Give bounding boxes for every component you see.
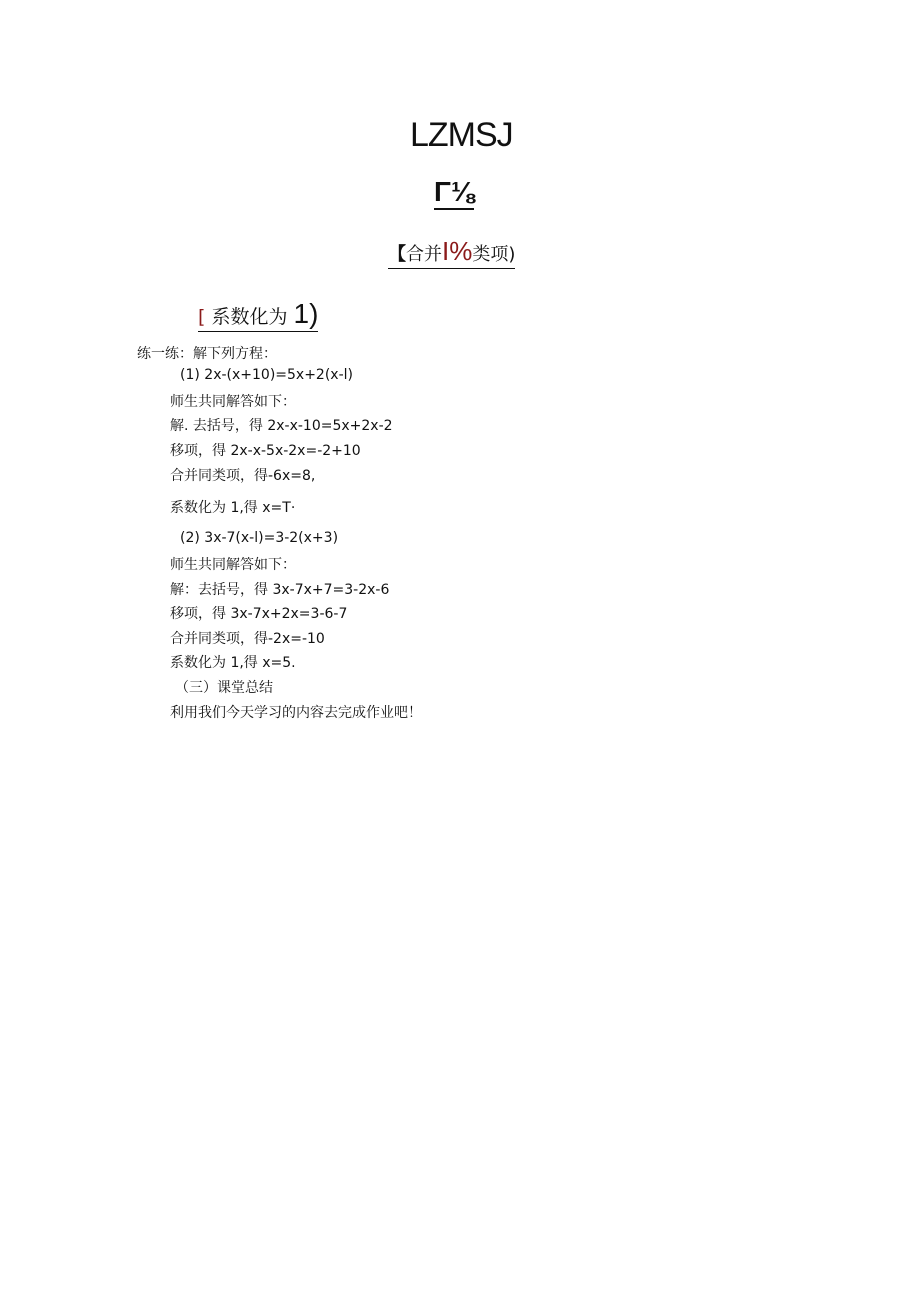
problem-1-step-transpose: 移项，得 2x-x-5x-2x=-2+10 (170, 443, 361, 459)
practice-heading: 练一练：解下列方程： (137, 346, 277, 362)
summary-text: 利用我们今天学习的内容去完成作业吧！ (170, 705, 422, 721)
heading-title: LZMSJ (410, 116, 513, 154)
problem-1-step-expand: 解. 去括号，得 2x-x-10=5x+2x-2 (170, 418, 393, 434)
problem-2-step-combine: 合并同类项，得-2x=-10 (170, 631, 325, 647)
step-coef-number: 1) (293, 298, 319, 329)
problem-2-step-expand: 解：去括号，得 3x-7x+7=3-2x-6 (170, 582, 390, 598)
problem-2: (2) 3x-7(x-l)=3-2(x+3) (180, 530, 339, 546)
step-coefficient-to-one (198, 298, 318, 332)
problem-2-step-coefficient: 系数化为 1,得 x=5. (170, 655, 296, 671)
step-coef-bracket: [ (198, 306, 206, 328)
step-coef-text: 系数化为 (211, 306, 288, 328)
step-merge-text-b: 类项) (472, 244, 516, 265)
problem-1-step-combine: 合并同类项，得-6x=8, (170, 468, 316, 484)
summary-heading: （三）课堂总结 (175, 680, 273, 696)
problem-1-intro: 师生共同解答如下： (170, 394, 296, 410)
problem-1-step-coefficient: 系数化为 1,得 x=T· (170, 500, 296, 516)
step-merge-text-a: 合并 (406, 244, 442, 265)
problem-2-step-transpose: 移项，得 3x-7x+2x=3-6-7 (170, 606, 348, 622)
problem-2-intro: 师生共同解答如下： (170, 557, 296, 573)
heading-subtitle (434, 176, 474, 208)
heading-subtitle-text: Γ⅛ (434, 176, 474, 210)
step-merge-bracket: 【 (388, 244, 406, 265)
step-merge-red-text: I% (442, 236, 473, 266)
step-merge-like-terms (388, 236, 515, 269)
problem-1: (1) 2x-(x+10)=5x+2(x-l) (180, 367, 353, 383)
